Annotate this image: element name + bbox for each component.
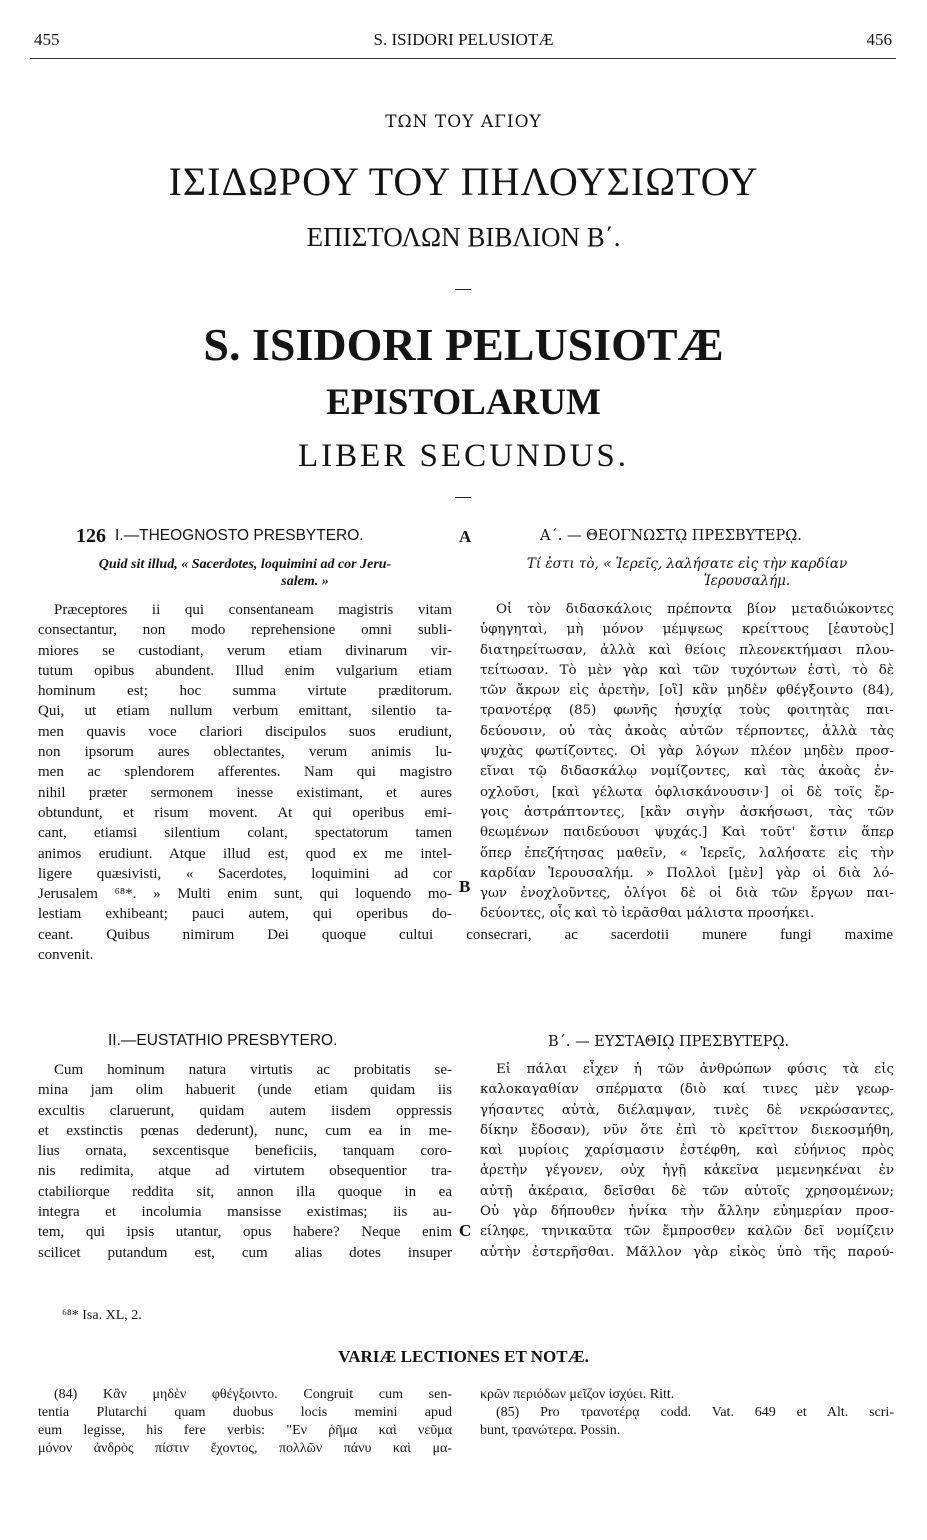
text-line: Οὐ γὰρ δήπουθεν ἡνίκα τὴν ἄλλην εὐημερίαν προσ- (480, 1204, 894, 1220)
text-line: τῶν ἄκρων εἰς ἀρετὴν, [οἳ] κἂν μηδὲν φθέγξοιντο (84), (480, 683, 894, 699)
header-rule (30, 58, 896, 59)
text-line: Jerusalem ⁶⁸*. » Multi enim sunt, qui loquendo mo- (38, 886, 452, 903)
divider-dash-2 (455, 497, 471, 498)
text-line: lius ornata, sexcentisque beneficiis, tanquam coro- (38, 1143, 452, 1160)
text-line: consectantur, non modo reprehensione omni subli- (38, 622, 452, 639)
text-line: είληφε, τηνικαῦτα τῶν ἔμπροσθεν καλῶν δεῖ νομίζειν (480, 1224, 894, 1240)
text-line-wide: ceant. Quibus nimirum Dei quoque cultui consecrari, ac sacerdotii munere fungi maxime (38, 927, 893, 943)
ep1-greek-title: Α΄. — ΘΕΟΓΝΩΣΤῼ ΠΡΕΣΒΥΤΕΡῼ. (540, 528, 802, 544)
text-line: et exstinctis pœnas dederunt), nunc, cum ea in me- (38, 1122, 452, 1139)
text-line: Qui, ut etiam nullum verbum emittant, silentio ta- (38, 703, 452, 720)
text-line: γων ἐνοχλοῦντες, ὀλίγοι δὲ οἱ διὰ τῶν ἔργων παι- (480, 886, 894, 902)
text-line: miores se custodiant, verum etiam divinarum vir- (38, 642, 452, 659)
notes-left-column (38, 1386, 452, 1458)
text-line: αὐτῇ ἀκέραια, δεῖσθαι δὲ τῶν αὐτοῖς χρησομένων; (480, 1183, 894, 1199)
text-line: δεύοντες, οἷς καὶ τὸ ἱερᾶσθαι μάλιστα προσήκει. (480, 906, 815, 922)
text-line: ὑφηγηταὶ, μὴ μόνον μέμψεως κρείττους [ἑαυτοὺς] (480, 622, 894, 638)
text-line: ctabiliorque reddita sit, annon illa quoque in ea (38, 1183, 452, 1200)
ep1-latin-subtitle-line: salem. » (281, 574, 329, 589)
text-line: convenit. (38, 947, 94, 964)
text-line: mina jam olim habuerit (unde etiam quidam iis (38, 1082, 452, 1099)
text-line: ψυχὰς φωτίζοντες. Οἱ γὰρ λόγων πλέον μηδὲν προσ- (480, 744, 894, 760)
note-line: bunt, τρανώτερα. Possin. (480, 1423, 621, 1438)
text-line: tem, qui ipsis utantur, opus habere? Neque enim (38, 1224, 452, 1241)
note-line: eum legisse, his fere verbis: "Εν ῥῆμα καὶ νεῦμα (38, 1423, 452, 1438)
scripture-footnote: ⁶⁸* Isa. XL, 2. (62, 1308, 142, 1323)
text-line: tutum opibus abundent. Illud enim vulgarium etiam (38, 662, 452, 679)
text-line: scilicet putandum est, cum alias dotes insuper (38, 1244, 452, 1261)
ep1-latin-body (38, 600, 452, 925)
text-line: ὅπερ ἐπεζήτησας μαθεῖν, « Ἱερεῖς, λαλήσατε εἰς τὴν (480, 845, 894, 861)
text-line: men ac splendorem afferentes. Nam qui magistro (38, 764, 452, 781)
greek-heading-author: ΙΣΙΔΩΡΟΥ ΤΟΥ ΠΗΛΟΥΣΙΩΤΟΥ (168, 159, 759, 204)
text-line: γοις ἀστράπτοντες, [κἂν σιγὴν ἀσκήσωσι, τὰς τῶν (480, 804, 894, 820)
text-line: integra et incolumia mansisse existimas; iis au- (38, 1204, 452, 1221)
margin-letter-c: C (459, 1221, 472, 1240)
ep1-greek-body (480, 600, 894, 925)
text-line: Εἰ πάλαι εἶχεν ἡ τῶν ἀνθρώπων φύσις τὰ εἰς (496, 1062, 894, 1077)
latin-heading-epistolarum: EPISTOLARUM (326, 382, 601, 423)
text-line: εῖναι τῷ διδασκάλῳ νομίζοντες, καὶ τὰς ἀκοὰς ἐν- (480, 764, 894, 780)
greek-heading-book: ΕΠΙΣΤΟΛΩΝ ΒΙΒΛΙΟΝ Β΄. (306, 222, 621, 252)
margin-letter-a: A (459, 527, 472, 546)
text-line: nihil præter sermonem inesse existimant, et aures (38, 784, 452, 801)
text-line: excultis claruerunt, quidam autem iisdem oppressis (38, 1102, 452, 1119)
text-line: nis redimita, atque ad virtutem obsequentior tra- (38, 1163, 452, 1180)
text-line: men quavis voce clariori discipulos suos erudiunt, (38, 723, 452, 740)
notes-right-column (480, 1386, 894, 1440)
right-page-number: 456 (866, 30, 892, 49)
text-line: ligere quæsivisti, « Sacerdotes, loquimini ad cor (38, 865, 452, 882)
note-line: (85) Pro τρανοτέρᾳ codd. Vat. 649 et Alt. scri- (496, 1405, 894, 1420)
note-line: μόνον ἀνδρὸς πίστιν ἔχοντος, πολλῶν πάνυ καὶ μα- (38, 1441, 452, 1456)
ep1-greek-subtitle-line: Τί ἐστι τὸ, « Ἱερεῖς, λαλήσατε εἰς τὴν καρδίαν (526, 556, 848, 572)
text-line: lestiam exhibeant; pauci autem, qui operibus do- (38, 906, 452, 923)
text-line: θεωμένων παιδεύουσι ψυχάς.] Καὶ τοῦτ' ἔστιν ἅπερ (480, 825, 894, 841)
text-line: τείτωσαν. Τὸ μὲν γὰρ καὶ τῶν τυχόντων ἐστὶ, τὸ δὲ (480, 662, 894, 678)
notes-heading: VARIÆ LECTIONES ET NOTÆ. (338, 1347, 589, 1366)
text-line: δεύουσιν, οὐ τὰς ἀκοὰς αὐτῶν τέρποντες, ἀλλὰ τὰς (480, 723, 894, 739)
text-line: καλοκαγαθίαν σπέρματα (διὸ καί τινες μὲν γεωρ- (480, 1082, 894, 1098)
text-line: animos erudiunt. Atque illud est, quod ex me intel- (38, 845, 452, 862)
ep2-latin-title: II.—EUSTATHIO PRESBYTERO. (108, 1032, 338, 1049)
text-line: ἀρετὴν γέγονεν, οὐχ ἡγῇ κἀκεῖνα μεμενηκέναι ἐν (480, 1163, 894, 1179)
column-number: 126 (76, 525, 106, 547)
ep1-latin-subtitle-line: Quid sit illud, « Sacerdotes, loquimini ad cor Jeru- (98, 557, 392, 572)
ep1-greek-subtitle-line: Ἱερουσαλήμ. (703, 573, 791, 589)
note-line: κρῶν περιόδων μεῖζον ἰσχύει. Ritt. (480, 1387, 675, 1402)
text-line: οχλοῦσι, [καὶ γέλωτα ὀφλισκάνουσιν·] οἱ δὲ τοῖς ἔρ- (480, 784, 894, 800)
greek-heading-line1: ΤΩΝ ΤΟΥ ΑΓΙΟΥ (385, 112, 542, 132)
text-line: καρδίαν Ἱερουσαλήμ. » Πολλοὶ [μὲν] γὰρ οἱ διὰ λό- (480, 865, 894, 881)
text-line: cant, etiamsi silentium colant, spectatorum tamen (38, 825, 452, 842)
ep1-greek-subtitle (480, 556, 894, 590)
text-line: Præceptores ii qui consentaneam magistris vitam (54, 602, 452, 618)
ep2-greek-body (480, 1060, 894, 1263)
running-title: S. ISIDORI PELUSIOTÆ (373, 30, 554, 49)
ep1-latin-subtitle (38, 556, 452, 590)
margin-letter-b: B (459, 877, 471, 896)
latin-heading-author: S. ISIDORI PELUSIOTÆ (203, 319, 724, 370)
text-line: Οἱ τὸν διδασκάλοις πρέποντα βίον μεταδιώκοντες (496, 602, 894, 617)
text-line: non ipsorum aures oblectantes, verum animis lu- (38, 744, 452, 761)
divider-dash (455, 289, 471, 290)
ep1-latin-title: I.—THEOGNOSTO PRESBYTERO. (115, 527, 364, 544)
latin-heading-liber: LIBER SECUNDUS. (297, 438, 630, 474)
ep2-greek-title: Β΄. — ΕΥΣΤΑΘΙῼ ΠΡΕΣΒΥΤΕΡῼ. (548, 1034, 790, 1050)
text-line: δίκην ἔδοσαν), νῦν ὅτε ἐπὶ τὸ κρεῖττον διεκοσμήθη, (480, 1122, 894, 1138)
text-line: hominum est; hoc summa virtute præditorum. (38, 683, 452, 700)
ep2-latin-body (38, 1060, 452, 1263)
note-line: tentia Plutarchi quam duobus locis memini apud (38, 1405, 452, 1420)
text-line: καὶ μυρίοις χαρίσμασιν ἐστέφθη, καὶ εὐήνιος πρὸς (480, 1143, 894, 1159)
note-line: (84) Κἂν μηδὲν φθέγξοιντο. Congruit cum sen- (54, 1387, 452, 1402)
text-line: αὐτὴν ἐστερῆσθαι. Μᾶλλον γὰρ εἰκὸς ὑπὸ τῆς παρού- (480, 1244, 894, 1260)
ep1-latin-wide (38, 925, 893, 966)
text-line: obtundunt, et risum movent. At qui operibus emi- (38, 804, 452, 821)
text-line: γήσαντες αὐτὰ, διέλαμψαν, τινὲς δὲ νεκρώσαντες, (480, 1102, 894, 1118)
text-line: Cum hominum natura virtutis ac probitatis se- (54, 1062, 452, 1078)
text-line: τρανοτέρᾳ (85) φωνῆς ἡσυχίᾳ τοὺς φοιτητὰς παι- (480, 703, 894, 719)
left-page-number: 455 (34, 30, 60, 49)
text-line: διατηρείτωσαν, ἀλλὰ καὶ θείοις πλεονεκτήμασι πλου- (480, 642, 894, 658)
